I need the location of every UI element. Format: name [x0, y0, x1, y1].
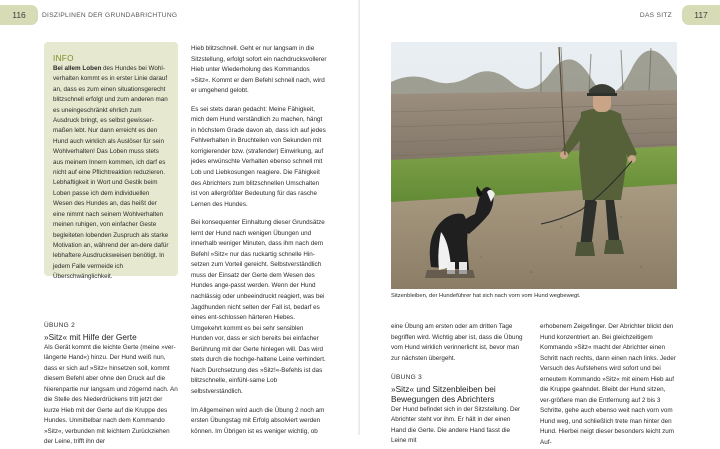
exercise-2-section [44, 321, 179, 448]
running-head-right: DAS SITZ [639, 12, 672, 19]
photo-caption: Sitzenbleiben, der Hundeführer hat sich nach vorn vom Hund wegbewegt. [391, 293, 581, 299]
left-col2-paragraph-3: Bei konsequenter Einhaltung dieser Grundsätze lernt der Hund nach wenigen Übungen und innerhalb weniger Minuten, dass ihm nach dem Befehl »Sitz« nur das ruckartig schnelle Hin-setzen zum Vorteil gereicht. Selbstverständlich muss der Einsatz der Gerte dem Wesen des Hundes ange-passt werden. Wenn der Hund nachlässig oder unbeeindruckt reagiert, was bei Jagdhunden nicht selten der Fall ist, bedarf es eines ent-schlossen härteren Hiebes. Umgekehrt kommt es bei sehr sensiblen Hunden vor, dass er sich bereits bei einfacher Berührung mit der Gerte hinlegen will. Das wird stets durch die hochge-haltene Leine verhindert. Nach Durchsetzung des »Sitz!«-Befehls ist das blitzschnelle, einfühl-same Lob selbstverständlich. [191, 219, 326, 395]
exercise-2-label: ÜBUNG 2 [44, 322, 75, 329]
exercise-2-text: Als Gerät kommt die leichte Gerte (meine »ver-längerte Hand«) hinzu. Der Hund weiß nun, dass er sich auf »Sitz« hinsetzen soll, kommt diesem Befehl aber ohne den Druck auf die Nierenpartie nur langsam und zögernd nach. An die Stelle des Niederdrückens tritt jetzt der kurze Hieb mit der Gerte auf die Kruppe des Hundes. Unmittelbar nach dem Kommando »Sitz«, verbunden mit leichtem Zurückziehen der Leine, trifft ihn der [44, 343, 178, 446]
right-column-2 [540, 322, 677, 449]
left-column-2 [191, 44, 327, 437]
info-box-title: INFO [53, 54, 74, 63]
left-col2-paragraph-4: Im Allgemeinen wird auch die Übung 2 noch am ersten Übungstag mit Erfolg absolviert werden können. Im Übrigen ist es weniger wichtig, ob [191, 406, 325, 435]
info-box-body: des Hundes bei Wohl-verhalten kommt es in erster Linie darauf an, dass es zum einen situationsgerecht blitzschnell erfolgt und zum anderen man es uneingeschränkt ehrlich zum Ausdruck bringt, es selbst gewisser-maßen lebt. Nur dann erreicht es den Hund auch wirklich als Auslöser für sein Wohlverhalten! Das Loben muss stets aus meinem Innern kommen, ich darf es nicht auf eine Pflichtreaktion reduzieren. Lebhaftigkeit in Wort und Gestik beim Loben passe ich dem individuellen Wesen des Hundes an, das heißt der eine nimmt nach seinem Wohlverhalten meinen ruhigen, von einfacher Geste begleiteten lobenden Zuspruch als starke Motivation an, während der an-dere dafür lebhaftere Ausdrucksweisen benötigt. In jedem Falle vermeide ich Überschwänglichkeit. [53, 65, 169, 281]
running-head-left: DISZIPLINEN DER GRUNDABRICHTUNG [42, 12, 178, 19]
left-col2-paragraph-2: Es sei stets daran gedacht: Meine Fähigkeit, mich dem Hund verständlich zu machen, hängt in höchstem Grade davon ab, dass ich auf jedes Fehlverhalten in Bruchteilen von Sekunden mit korrigierender bzw. (strafender) Einwirkung, auf jedes erwünschte Verhalten ebenso schnell mit Lob und Liebkosungen reagiere. Die Fähigkeit des Abrichters zum blitzschnellen Umschalten ist von allergrößter Bedeutung für das rasche Lernen des Hundes. [191, 105, 326, 208]
page-number-left: 116 [0, 5, 38, 25]
training-photo [391, 42, 677, 289]
left-col2-paragraph-1: Hieb blitzschnell. Geht er nur langsam in die Sitzstellung, erfolgt sofort ein nachdrucksvollerer Hieb unter Wiederholung des Kommandos »Sitz«. Kommt er dem Befehl schnell nach, wird er umgehend gelobt. [191, 45, 327, 95]
exercise-3-title: »Sitz« und Sitzenbleiben bei Bewegungen des Abrichters [391, 383, 496, 404]
info-box [44, 42, 178, 281]
exercise-3-text: Der Hund befindet sich in der Sitzstellung. Der Abrichter steht vor ihm. Er hält in der einen Hand die Gerte. Die andere Hand fasst die Leine mit [391, 405, 521, 445]
right-column-1 [391, 322, 527, 447]
exercise-3-section [391, 373, 527, 447]
exercise-3-label: ÜBUNG 3 [391, 374, 422, 382]
info-box-text [53, 64, 169, 283]
exercise-2-title: »Sitz« mit Hilfe der Gerte [44, 331, 137, 342]
right-col2-paragraph-1: erhobenem Zeigefinger. Der Abrichter blickt den Hund konzentriert an. Bei gleichzeitigem Kommando »Sitz« macht der Abrichter einen Schritt nach rechts, dann einen nach links. Jeder Versuch des Aufstehens wird sofort und bei erneutem Kommando »Sitz« mit einem Hieb auf die Kruppe geahndet. Bleibt der Hund sitzen, ver-größere man die Entfernung auf 2 bis 3 Schritte, gehe auch ebenso weit nach vorn vom Hund weg, und schließlich trete man hinter den Hund. Hierbei neigt dieser besonders leicht zum Auf- [540, 323, 676, 447]
right-col1-paragraph-1: eine Übung am ersten oder am dritten Tage begriffen wird. Wichtig aber ist, dass die Übung vom Hund wirklich verinnerlicht ist, bevor man zur nächsten übergeht. [391, 323, 523, 362]
left-page [0, 0, 360, 446]
photo-illustration [391, 42, 677, 289]
info-box-lead: Bei allem Loben [53, 65, 102, 72]
page-number-right: 117 [682, 5, 720, 25]
